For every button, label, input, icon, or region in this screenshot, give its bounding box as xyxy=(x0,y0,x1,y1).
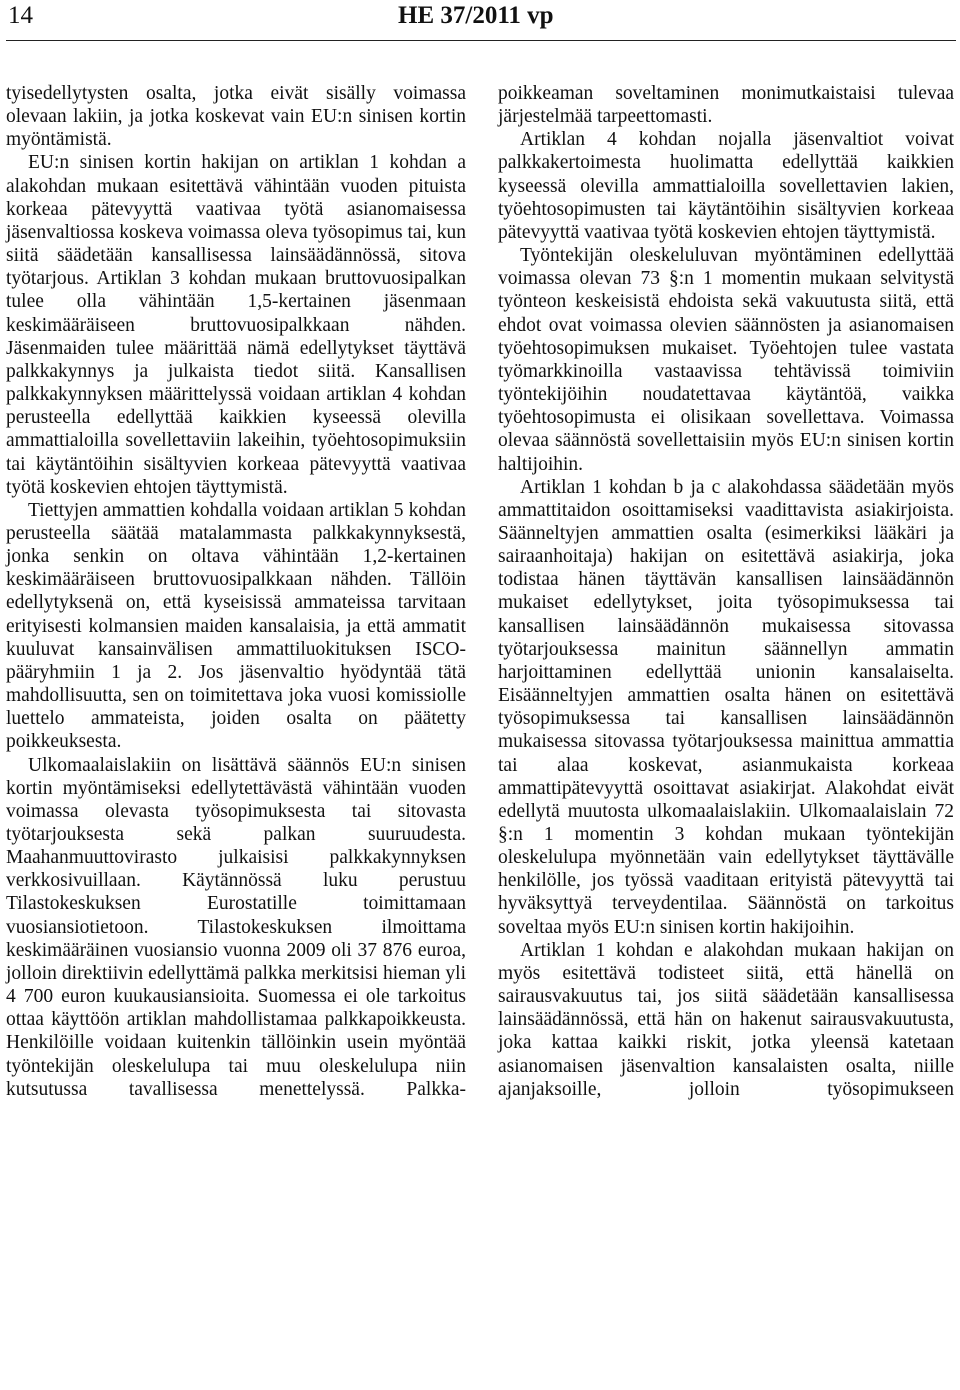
left-column xyxy=(6,82,466,1101)
page-header xyxy=(0,0,960,50)
header-rule xyxy=(6,40,956,41)
right-paragraph-2: Artiklan 4 kohdan nojalla jäsenvaltiot voivat palkkakertoimesta huolimatta edellyttää kaikkien kyseessä olevilla ammattialoilla sovellettavien lakien, työehtosopimusten tai käytäntöihin sisältyvien korkeaa pätevyyttä vaativaa työtä koskevien ehtojen täyttymistä. xyxy=(498,129,954,243)
left-paragraph-1: tyisedellytysten osalta, jotka eivät sisälly voimassa olevaan lakiin, ja jotka koskevat vain EU:n sinisen kortin myöntämistä. xyxy=(6,83,466,151)
left-paragraph-4: Ulkomaalaislakiin on lisättävä säännös EU:n sinisen kortin myöntämiseksi edellytettävästä vähintään vuoden voimassa olevasta työsopimuksesta tai sitovasta työtarjouksesta sekä palkan suuruudesta. Maahanmuuttovirasto julkaisisi palkkakynnyksen verkkosivuillaan. Käytännössä luku perustuu Tilastokeskuksen Eurostatille toimittamaan vuosiansiotietoon. Tilastokeskuksen ilmoittama keskimääräinen vuosiansio vuonna 2009 oli 37 876 euroa, jolloin direktiivin edellyttämä palkka merkitsisi hieman yli 4 700 euron kuukausiansioita. Suomessa ei ole tarkoitus ottaa käyttöön artiklan mahdollistamaa palkkapoikkeusta. Henkilöille voidaan kuitenkin tällöinkin usein myöntää työntekijän oleskelulupa tai muu oleskelulupa niin kutsutussa tavallisessa menettelyssä. Palkka- xyxy=(6,754,466,1100)
left-paragraph-2: EU:n sinisen kortin hakijan on artiklan 1 kohdan a alakohdan mukaan esitettävä vähintään vuoden pituista korkeaa pätevyyttä vaativaa työtä asianomaisessa jäsenvaltiossa koskeva voimassa oleva työsopimus tai, kun siitä säädetään kansallisessa lainsäädännössä, sitova työtarjous. Artiklan 3 kohdan mukaan bruttovuosipalkan tulee olla vähintään 1,5-kertainen jäsenmaan keskimääräiseen bruttovuosipalkkaan nähden. Jäsenmaiden tulee määrittää nämä edellytykset täyttävä palkkakynnys ja julkaista tiedot siitä. Kansallisen palkkakynnyksen määrittelyssä voidaan artiklan 4 kohdan perusteella edellyttää kaikkien kyseessä olevilla ammattialoilla sovellettaviin lakeihin, työehtosopimuksiin tai käytäntöihin sisältyvien korkeaa pätevyyttä vaativaa työtä koskevien ehtojen täyttymistä. xyxy=(6,152,466,498)
right-paragraph-5: Artiklan 1 kohdan e alakohdan mukaan hakijan on myös esitettävä todisteet siitä, että hänellä on sairausvakuutus tai, jos siitä säädetään kansallisessa lainsäädännössä, että hän on hakenut sairausvakuutusta, joka kattaa kaikki riskit, jotka yleensä katetaan asianomaisen jäsenvaltion kansalaisten osalta, niille ajanjaksoille, jolloin työsopimukseen xyxy=(498,939,954,1100)
page-number: 14 xyxy=(8,2,33,29)
right-column xyxy=(498,82,954,1101)
right-paragraph-3: Työntekijän oleskeluluvan myöntäminen edellyttää voimassa olevan 73 §:n 1 momentin mukaan selvitystä työnteon keskeisistä ehdoista sekä vakuutusta siitä, että ehdot ovat voimassa olevien säännösten ja asianomaisen työehtosopimuksen mukaiset. Työehtojen tulee vastata työmarkkinoilla vastaavissa tehtävissä toimiviin työntekijöihin noudatettavaa käytäntöä, vaikka työehtosopimusta ei olisikaan sovellettava. Voimassa olevaa säännöstä sovellettaisiin myös EU:n sinisen kortin haltijoihin. xyxy=(498,245,954,475)
left-paragraph-3: Tiettyjen ammattien kohdalla voidaan artiklan 5 kohdan perusteella säätää matalammasta palkkakynnyksestä, jonka senkin on oltava vähintään 1,2-kertainen keskimääräiseen bruttovuosipalkkaan nähden. Tällöin edellytyksenä on, että kyseisissä ammateissa tarvitaan erityisesti kolmansien maiden kansalaisia, ja että ammatit kuuluvat kansainvälisen ammattiluokituksen ISCO-pääryhmiin 1 ja 2. Jos jäsenvaltio hyödyntää tätä mahdollisuutta, sen on toimitettava joka vuosi komissiolle luettelo ammateista, joiden osalta on päätetty poikkeuksesta. xyxy=(6,499,466,753)
document-id: HE 37/2011 vp xyxy=(398,2,554,29)
right-paragraph-1: poikkeaman soveltaminen monimutkaistaisi tulevaa järjestelmää tarpeettomasti. xyxy=(498,83,954,128)
right-paragraph-4: Artiklan 1 kohdan b ja c alakohdassa säädetään myös ammattitaidon osoittamiseksi vaadittavista asiakirjoista. Säänneltyjen ammattien osalta (esimerkiksi lääkäri ja sairaanhoitaja) hakijan on esitettävä asiakirja, joka todistaa hänen täyttävän kansallisen lainsäädännön mukaiset edellytykset, joita työsopimuksessa tai kansallisen lainsäädännön mukaisessa sitovassa työtarjouksessa mainitun säännellyn ammatin harjoittaminen edellyttää unionin kansalaiselta. Eisäänneltyjen ammattien osalta hänen on esitettävä työsopimuksessa tai kansallisen lainsäädännön mukaisessa sitovassa työtarjouksessa mainittua ammattia tai alaa koskevat, asianmukaista korkeaa ammattipätevyyttä osoittavat asiakirjat. Alakohdat eivät edellytä muutosta ulkomaalaislakiin. Ulkomaalaislain 72 §:n 1 momentin 3 kohdan mukaan työntekijän oleskelulupa myönnetään vain edellytykset täyttävälle henkilölle, jos työssä vaaditaan erityistä pätevyyttä tai hyväksyttyä terveydentilaa. Säännöstä on tarkoitus soveltaa myös EU:n sinisen kortin hakijoihin. xyxy=(498,476,954,938)
